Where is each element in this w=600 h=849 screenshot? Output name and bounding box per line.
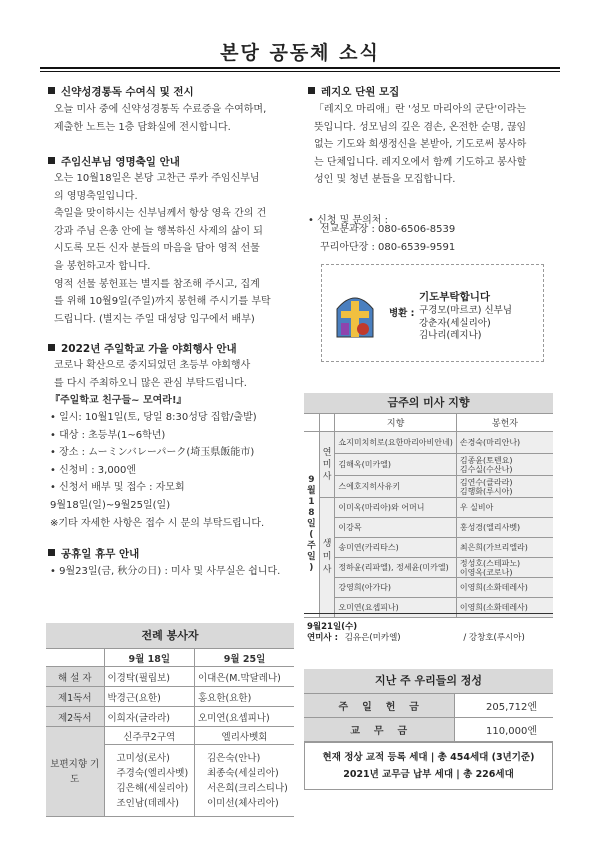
mass-intent: 스에호지히사유키 [335,476,456,498]
mass-col-offerer: 봉헌자 [456,414,553,432]
offering-value: 110,000엔 [454,718,553,742]
body-line: 코로나 확산으로 중지되었던 초등부 야회행사 [54,360,251,371]
mass-group-yeon: 연 미 사 [319,432,335,498]
body-line: 없는 기도와 희생정신을 본받아, 기도로써 봉사하 [314,139,527,151]
body-line: 강과 주님 은총 안에 늘 행복하신 사제의 삶이 되 [54,225,263,237]
body-line: 를 위해 10월9일(주일)까지 봉헌해 주시기를 부탁 [54,296,271,308]
prayer-name: 구경모(마르코) 신부님 [419,305,513,316]
weekday-date: 9월21일(수) [307,622,358,632]
body-line: 영적 선물 봉헌표는 별지를 참조해 주시고, 집계 [54,278,260,290]
mass-offerer: 김종윤(토텐요) 김수실(수산나) [456,454,553,476]
mass-intent: 이강목 [335,518,456,538]
section-body-legio [314,101,526,189]
mass-intent: 송미연(카리타스) [335,538,456,558]
mass-offerer: 김연수(클라라) 김행화(루시아) [456,476,553,498]
liturgy-minister: 이경탁(필립보) [104,667,195,687]
liturgy-minister: 이대은(M.막달레나) [195,667,295,687]
stat-line: 현재 정상 교적 등록 세대 | 총 454세대 (3년기준) [322,752,535,763]
section-body-bible [54,101,266,136]
body-line: 을 봉헌하고자 합니다. [54,260,151,272]
mass-intent: 쇼지미치히로(요한마리아비안네) [335,432,456,454]
liturgy-group: 엘리사벳회 [195,727,295,745]
offering-label: 교 무 금 [304,718,454,742]
liturgy-minister: 오미연(요셉피나) [195,707,295,727]
body-line: 축일을 맞이하시는 신부님께서 항상 영육 간의 건 [54,208,267,220]
event-detail-line: ※기타 자세한 사항은 접수 시 문의 부탁드립니다. [50,517,265,529]
body-line: 시도록 모든 신자 분들의 마음을 담아 영적 선물 [54,243,260,255]
section-title-feast-text: 주임신부님 영명축일 안내 [61,156,180,168]
mass-offerer: 홍성경(엘리사벳) [456,518,553,538]
liturgy-intercession-b: 김은숙(안나) 최종숙(세실리아) 서은희(크리스티나) 이미선(체사리아) [195,745,295,817]
mass-offerer: 정성호(스테파노) 이영옥(코로나) [456,558,553,578]
liturgy-corner-cell [46,649,104,667]
event-detail-line: • 신청비 : 3,000엔 [50,464,137,476]
body-line: 드립니다. (별지는 주일 대성당 입구에서 배부) [54,313,255,325]
contact-title: • 신청 및 문의처 : [308,215,388,226]
event-details [50,409,264,532]
prayer-label: 병환 : [389,308,415,319]
mass-offerer: 최은희(가브리엘라) [456,538,553,558]
mass-intent: 김해옥(미카엘) [335,454,456,476]
mass-table-title: 금주의 미사 지향 [304,393,553,413]
mass-group-saeng: 생 미 사 [319,498,335,618]
section-title-event [48,341,237,356]
liturgy-role: 제1독서 [46,687,104,707]
weekday-mass [307,631,525,643]
title-rule [40,67,560,69]
bullet-square-icon [308,87,315,94]
body-line: 제출한 노트는 1층 담화실에 전시합니다. [54,121,231,133]
section-body-holiday [50,563,280,581]
offering-table [304,693,553,742]
mass-offerer: 우 실비아 [456,498,553,518]
event-detail-line: • 신청서 배부 및 접수 : 자모회 [50,482,185,494]
mass-date-label: 9 월 1 8 일 ( 주 일 ) [304,432,319,618]
body-line: 를 다시 주최하오니 많은 관심 부탁드립니다. [54,377,247,389]
weekday-intent: 김유은(미카엘) [344,633,401,643]
stained-glass-icon [335,293,375,339]
liturgy-intercession-role: 보편지향 기 도 [46,727,104,817]
body-line: 뜻입니다. 성모님의 깊은 겸손, 온전한 순명, 끊임 [314,121,527,133]
mass-offerer: 이영희(소화데레사) [456,598,553,618]
section-title-feast [48,154,180,169]
mass-corner-cell [319,414,335,432]
bullet-square-icon [48,549,55,556]
mass-intent: 이미옥(마리아)와 어머니 [335,498,456,518]
contact-line: 꾸리아단장 : 080-6539-9591 [320,241,456,253]
prayer-names [419,305,512,343]
mass-offerer: 손경숙(마리안나) [456,432,553,454]
event-detail-line: • 일시: 10월1일(토, 당일 8:30성당 집합/출발) [50,412,257,423]
contact-line: 선교분과장 : 080-6506-8539 [320,224,456,235]
event-detail-line: • 장소 : ムーミンバレーパーク(埼玉県飯能市) [50,447,255,459]
liturgy-role: 해 설 자 [46,667,104,687]
liturgy-minister: 이희자(글라라) [104,707,195,727]
section-body-event [54,357,250,392]
weekday-label: 연미사 : [307,633,338,643]
section-title-legio [308,84,399,99]
liturgy-table [46,648,294,817]
liturgy-minister: 박경근(요한) [104,687,195,707]
section-title-legio-text: 레지오 단원 모집 [321,86,400,98]
bullet-square-icon [48,344,55,351]
section-title-event-text: 2022년 주일학교 가을 야회행사 안내 [61,343,237,355]
mass-table [304,413,553,618]
prayer-name: 김나리(레지나) [419,330,482,341]
event-detail-line: 9월18일(일)~9월25일(일) [50,499,171,511]
section-body-feast [54,170,271,328]
body-line: • 9월23일(금, 秋分の日) : 미사 및 사무실은 쉽니다. [50,566,281,577]
bullet-square-icon [48,157,55,164]
mass-col-intent: 지향 [335,414,456,432]
body-line: 「레지오 마리애」란 '성모 마리아의 군단'이라는 [314,104,527,115]
mass-divider [304,613,553,614]
event-detail-line: • 대상 : 초등부(1~6학년) [50,429,166,441]
mass-intent: 오미연(요셉피나) [335,598,456,618]
offering-value: 205,712엔 [454,694,553,718]
offering-label: 주 일 헌 금 [304,694,454,718]
liturgy-col-date2: 9월 25일 [195,649,295,667]
section-title-bible [48,84,194,99]
liturgy-minister: 홍요한(요한) [195,687,295,707]
body-line: 는 단체입니다. 레지오에서 함께 기도하고 봉사할 [314,156,527,168]
prayer-name: 강춘자(세실리아) [419,317,491,329]
bullet-square-icon [48,87,55,94]
body-line: 오늘 미사 중에 신약성경통독 수료증을 수여하며, [54,104,267,115]
prayer-title: 기도부탁합니다 [419,291,491,303]
registration-stats [304,742,553,790]
liturgy-title: 전례 봉사자 [46,623,294,648]
body-line: 성인 및 청년 분들을 모집합니다. [314,174,456,186]
mass-offerer: 이영희(소화데레사) [456,578,553,598]
page-title: 본당 공동체 소식 [220,42,380,64]
liturgy-role: 제2독서 [46,707,104,727]
section-title-holiday-text: 공휴일 휴무 안내 [61,548,140,560]
mass-intent: 강영희(아가다) [335,578,456,598]
body-line: 의 영명축일입니다. [54,190,138,202]
section-title-bible-text: 신약성경통독 수여식 및 전시 [61,86,194,98]
event-subtitle: 『주일학교 친구들~ 모여라!』 [50,395,187,406]
liturgy-group: 신주쿠2구역 [104,727,195,745]
weekday-offerer: / 강창호(루시아) [463,633,525,643]
contact-lines [320,221,455,256]
section-title-holiday [48,546,139,561]
title-rule-thin [40,71,560,72]
liturgy-intercession-a: 고미성(로사) 주경숙(엘리사벳) 김은해(세실리아) 조인남(데레사) [104,745,195,817]
body-line: 오는 10월18일은 본당 고찬근 루카 주임신부님 [54,173,260,184]
liturgy-col-date1: 9월 18일 [104,649,195,667]
stat-line: 2021년 교무금 납부 세대 | 총 226세대 [343,769,514,780]
prayer-box [321,264,544,362]
mass-intent: 정하윤(리파엘), 정세윤(미카엘) [335,558,456,578]
mass-corner-cell [304,414,319,432]
offering-title: 지난 주 우리들의 정성 [304,669,553,693]
